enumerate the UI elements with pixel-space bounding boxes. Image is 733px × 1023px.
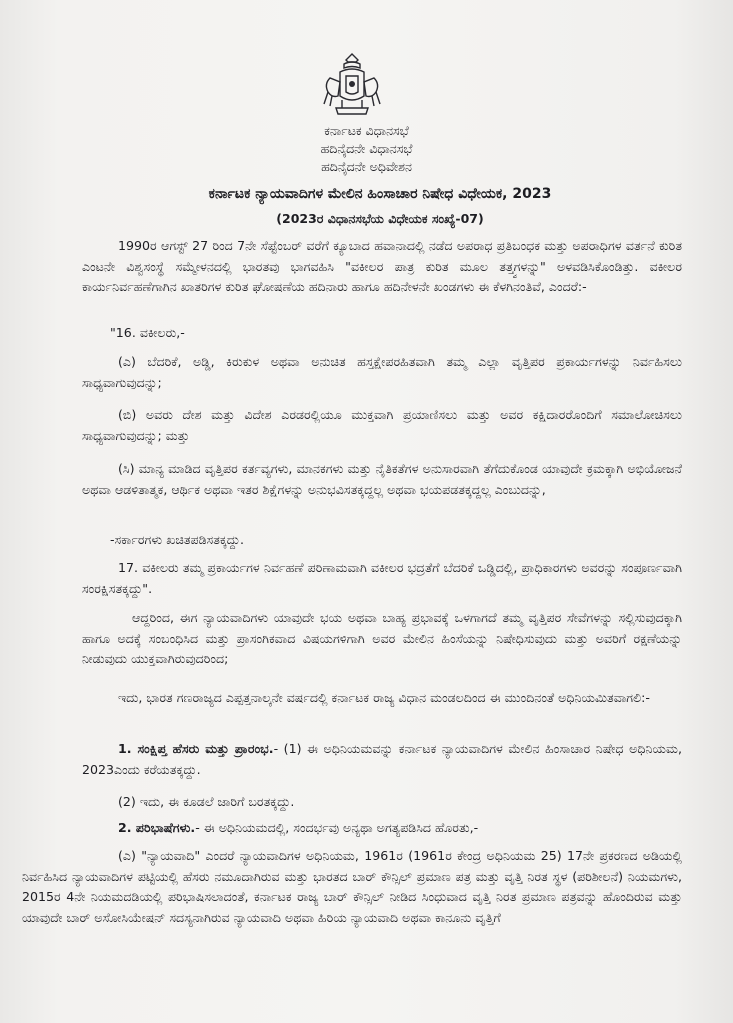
section-1-paragraph bbox=[82, 739, 682, 780]
clause-16a: (ಎ) ಬೆದರಿಕೆ, ಅಡ್ಡಿ, ಕಿರುಕುಳ ಅಥವಾ ಅನುಚಿತ ಹಸ್ತಕ್ಷೇಪರಹಿತವಾಗಿ ತಮ್ಮ ಎಲ್ಲಾ ವೃತ್ತಿಪರ ಪ್ರಕಾರ್ಯಗಳನ್ನು ನಿರ್ವಹಿಸಲು ಸಾಧ್ಯವಾಗುವುದನ್ನು; bbox=[82, 354, 682, 390]
clause-16c: (ಸಿ) ಮಾನ್ಯ ಮಾಡಿದ ವೃತ್ತಿಪರ ಕರ್ತವ್ಯಗಳು, ಮಾನಕಗಳು ಮತ್ತು ನೈತಿಕತೆಗಳ ಅನುಸಾರವಾಗಿ ತೆಗೆದುಕೊಂಡ ಯಾವುದೇ ಕ್ರಮಕ್ಕಾಗಿ ಅಭಿಯೋಜನೆ ಅಥವಾ ಆಡಳಿತಾತ್ಮಕ, ಆರ್ಥಿಕ ಅಥವಾ ಇತರ ಶಿಕ್ಷೆಗಳನ್ನು ಅನುಭವಿಸತಕ್ಕದ್ದಲ್ಲ ಅಥವಾ ಭಯಪಡತಕ್ಕದ್ದಲ್ಲ ಎಂಬುದನ್ನು, bbox=[82, 461, 682, 497]
session-name: ಹದಿನೈದನೇ ಅಧಿವೇಶನ bbox=[321, 159, 412, 174]
bill-title: ಕರ್ನಾಟಕ ನ್ಯಾಯವಾದಿಗಳ ಮೇಲಿನ ಹಿಂಸಾಚಾರ ನಿಷೇಧ ವಿಧೇಯಕ, 2023 bbox=[208, 186, 552, 202]
clause-16-conclusion: -ಸರ್ಕಾರಗಳು ಖಚಿತಪಡಿಸತಕ್ಕದ್ದು. bbox=[110, 532, 245, 547]
section-2a-definition: (ಎ) "ನ್ಯಾಯವಾದಿ" ಎಂದರೆ ನ್ಯಾಯವಾದಿಗಳ ಅಧಿನಿಯಮ, 1961ರ (1961ರ ಕೇಂದ್ರ ಅಧಿನಿಯಮ 25) 17ನೇ ಪ್ರಕರಣದ ಅಡಿಯಲ್ಲಿ ನಿರ್ವಹಿಸಿದ ನ್ಯಾಯವಾದಿಗಳ ಪಟ್ಟಿಯಲ್ಲಿ ಹೆಸರು ನಮೂದಾಗಿರುವ ಮತ್ತು ಭಾರತದ ಬಾರ್ ಕೌನ್ಸಿಲ್ ಪ್ರಮಾಣ ಪತ್ರ ಮತ್ತು ವೃತ್ತಿ ನಿರತ ಸ್ಥಳ (ಪರಿಶೀಲನೆ) ನಿಯಮಗಳು, 2015ರ 4ನೇ ನಿಯಮದಡಿಯಲ್ಲಿ ಪರಿಭಾಷಿಸಲಾದಂತೆ, ಕರ್ನಾಟಕ ರಾಜ್ಯ ಬಾರ್ ಕೌನ್ಸಿಲ್ ನೀಡಿದ ಸಿಂಧುವಾದ ವೃತ್ತಿ ನಿರತ ಪ್ರಮಾಣ ಪತ್ರವನ್ನು ಹೊಂದಿರುವ ಮತ್ತು ಯಾವುದೇ ಬಾರ್ ಅಸೋಸಿಯೇಷನ್ ಸದಸ್ಯನಾಗಿರುವ ನ್ಯಾಯವಾದಿ ಅಥವಾ ಹಿರಿಯ ನ್ಯಾಯವಾದಿ ಅಥವಾ ಕಾನೂನು ವೃತ್ತಿಗೆ bbox=[22, 848, 682, 925]
assembly-name: ಕರ್ನಾಟಕ ವಿಧಾನಸಭೆ bbox=[324, 123, 409, 138]
enacting-clause: ಇದು, ಭಾರತ ಗಣರಾಜ್ಯದ ಎಪ್ಪತ್ತನಾಲ್ಕನೇ ವರ್ಷದಲ್ಲಿ ಕರ್ನಾಟಕ ರಾಜ್ಯ ವಿಧಾನ ಮಂಡಲದಿಂದ ಈ ಮುಂದಿನಂತೆ ಅಧಿನಿಯಮಿತವಾಗಲಿ:- bbox=[118, 690, 650, 705]
section-2-paragraph bbox=[82, 818, 682, 839]
state-emblem-icon bbox=[316, 52, 388, 120]
assembly-term: ಹದಿನೈದನೇ ವಿಧಾನಸಭೆ bbox=[320, 141, 413, 156]
bill-number: (2023ರ ವಿಧಾನಸಭೆಯ ವಿಧೇಯಕ ಸಂಖ್ಯೆ-07) bbox=[276, 211, 484, 226]
clause-16b: (ಬಿ) ಅವರು ದೇಶ ಮತ್ತು ವಿದೇಶ ಎರಡರಲ್ಲಿಯೂ ಮುಕ್ತವಾಗಿ ಪ್ರಯಾಣಿಸಲು ಮತ್ತು ಅವರ ಕಕ್ಷಿದಾರರೊಂದಿಗೆ ಸಮಾಲೋಚಿಸಲು ಸಾಧ್ಯವಾಗುವುದನ್ನು; ಮತ್ತು bbox=[82, 407, 682, 443]
clause-17: 17. ವಕೀಲರು ತಮ್ಮ ಪ್ರಕಾರ್ಯಗಳ ನಿರ್ವಹಣೆ ಪರಿಣಾಮವಾಗಿ ವಕೀಲರ ಭದ್ರತೆಗೆ ಬೆದರಿಕೆ ಒಡ್ಡಿದಲ್ಲಿ, ಪ್ರಾಧಿಕಾರಗಳು ಅವರನ್ನು ಸಂಪೂರ್ಣವಾಗಿ ಸಂರಕ್ಷಿಸತಕ್ಕದ್ದು". bbox=[82, 560, 682, 596]
preamble-paragraph: 1990ರ ಆಗಸ್ಟ್ 27 ರಿಂದ 7ನೇ ಸೆಪ್ಟೆಂಬರ್ ವರೆಗೆ ಕ್ಯೂಬಾದ ಹವಾನಾದಲ್ಲಿ ನಡೆದ ಅಪರಾಧ ಪ್ರತಿಬಂಧಕ ಮತ್ತು ಅಪರಾಧಿಗಳ ವರ್ತನೆ ಕುರಿತ ಎಂಟನೇ ವಿಶ್ವಸಂಸ್ಥೆ ಸಮ್ಮೇಳನದಲ್ಲಿ ಭಾರತವು ಭಾಗವಹಿಸಿ "ವಕೀಲರ ಪಾತ್ರ ಕುರಿತ ಮೂಲ ತತ್ತ್ವಗಳನ್ನು" ಅಳವಡಿಸಿಕೊಂಡಿತ್ತು. ವಕೀಲರ ಕಾರ್ಯನಿರ್ವಹಣೆಗಾಗಿನ ಖಾತರಿಗಳ ಕುರಿತ ಘೋಷಣೆಯ ಹದಿನಾರು ಹಾಗೂ ಹದಿನೇಳನೇ ಖಂಡಗಳು ಈ ಕೆಳಗಿನಂತಿವೆ, ಎಂದರೆ:- bbox=[82, 238, 682, 294]
clause-16-heading: "16. ವಕೀಲರು,- bbox=[110, 325, 185, 340]
section-2-heading: 2. ಪರಿಭಾಷೆಗಳು. bbox=[118, 820, 196, 835]
therefore-paragraph: ಆದ್ದರಿಂದ, ಈಗ ನ್ಯಾಯವಾದಿಗಳು ಯಾವುದೇ ಭಯ ಅಥವಾ ಬಾಹ್ಯ ಪ್ರಭಾವಕ್ಕೆ ಒಳಗಾಗದೆ ತಮ್ಮ ವೃತ್ತಿಪರ ಸೇವೆಗಳನ್ನು ಸಲ್ಲಿಸುವುದಕ್ಕಾಗಿ ಹಾಗೂ ಅದಕ್ಕೆ ಸಂಬಂಧಿಸಿದ ಮತ್ತು ಪ್ರಾಸಂಗಿಕವಾದ ವಿಷಯಗಳಿಗಾಗಿ ಅವರ ಮೇಲಿನ ಹಿಂಸೆಯನ್ನು ನಿಷೇಧಿಸುವುದು ಮತ್ತು ಅವರಿಗೆ ರಕ್ಷಣೆಯನ್ನು ನೀಡುವುದು ಯುಕ್ತವಾಗಿರುವುದರಿಂದ; bbox=[82, 610, 682, 666]
section-1-heading: 1. ಸಂಕ್ಷಿಪ್ತ ಹೆಸರು ಮತ್ತು ಪ್ರಾರಂಭ. bbox=[118, 741, 274, 756]
section-2-text: - ಈ ಅಧಿನಿಯಮದಲ್ಲಿ, ಸಂದರ್ಭವು ಅನ್ಯಥಾ ಅಗತ್ಯಪಡಿಸಿದ ಹೊರತು,- bbox=[195, 820, 479, 835]
section-1-subsection-2: (2) ಇದು, ಈ ಕೂಡಲೆ ಜಾರಿಗೆ ಬರತಕ್ಕದ್ದು. bbox=[118, 794, 295, 809]
section-1-text: - (1) ಈ ಅಧಿನಿಯಮವನ್ನು ಕರ್ನಾಟಕ ನ್ಯಾಯವಾದಿಗಳ ಮೇಲಿನ ಹಿಂಸಾಚಾರ ನಿಷೇಧ ಅಧಿನಿಯಮ, 2023ಎಂದು ಕರೆಯತಕ್ಕದ್ದು. bbox=[82, 741, 683, 777]
